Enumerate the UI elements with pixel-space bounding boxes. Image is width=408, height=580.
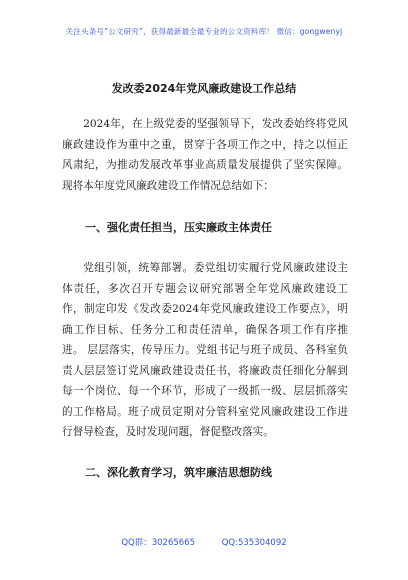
intro-paragraph bbox=[62, 114, 348, 196]
section-1-heading: 一、强化责任担当，压实廉政主体责任 bbox=[85, 221, 272, 234]
document-title: 发改委2024年党风廉政建设工作总结 bbox=[111, 82, 297, 95]
footer-qq-number: QQ:535304092 bbox=[221, 538, 287, 548]
footer-contact bbox=[0, 536, 408, 548]
intro-text: 2024年，在上级党委的坚强领导下，发改委始终将党风廉政建设作为重中之重，贯穿于各项工作之中，持之以恒正风肃纪，为推动发展改革事业高质量发展提供了坚实保障。现将本年度党风廉政建设工作情况总结如下： bbox=[62, 118, 348, 192]
footer-qq-group: QQ群：30265665 bbox=[121, 538, 196, 548]
header-banner: 关注头条号“公文研究”，获得最新最全最专业的公文资料库！ 微信：gongwenyj bbox=[65, 27, 343, 36]
section-2-heading: 二、深化教育学习，筑牢廉洁思想防线 bbox=[85, 466, 272, 479]
section-1-paragraph bbox=[62, 258, 348, 443]
section-1-text: 党组引领，统筹部署。委党组切实履行党风廉政建设主体责任，多次召开专题会议研究部署全年党风廉政建设工作，制定印发《发改委2024年党风廉政建设工作要点》，明确工作目标、任务分工和责任清单，确保各项工作有序推进。 层层落实，传导压力。党组书记与班子成员、各科室负责人层层签订党风廉政建设责任书，将廉政责任细化分解到每一个岗位、每一个环节，形成了一级抓一级、层层抓落实的工作格局。班子成员定期对分管科室党风廉政建设工作进行督导检查，及时发现问题，督促整改落实。 bbox=[62, 262, 348, 438]
